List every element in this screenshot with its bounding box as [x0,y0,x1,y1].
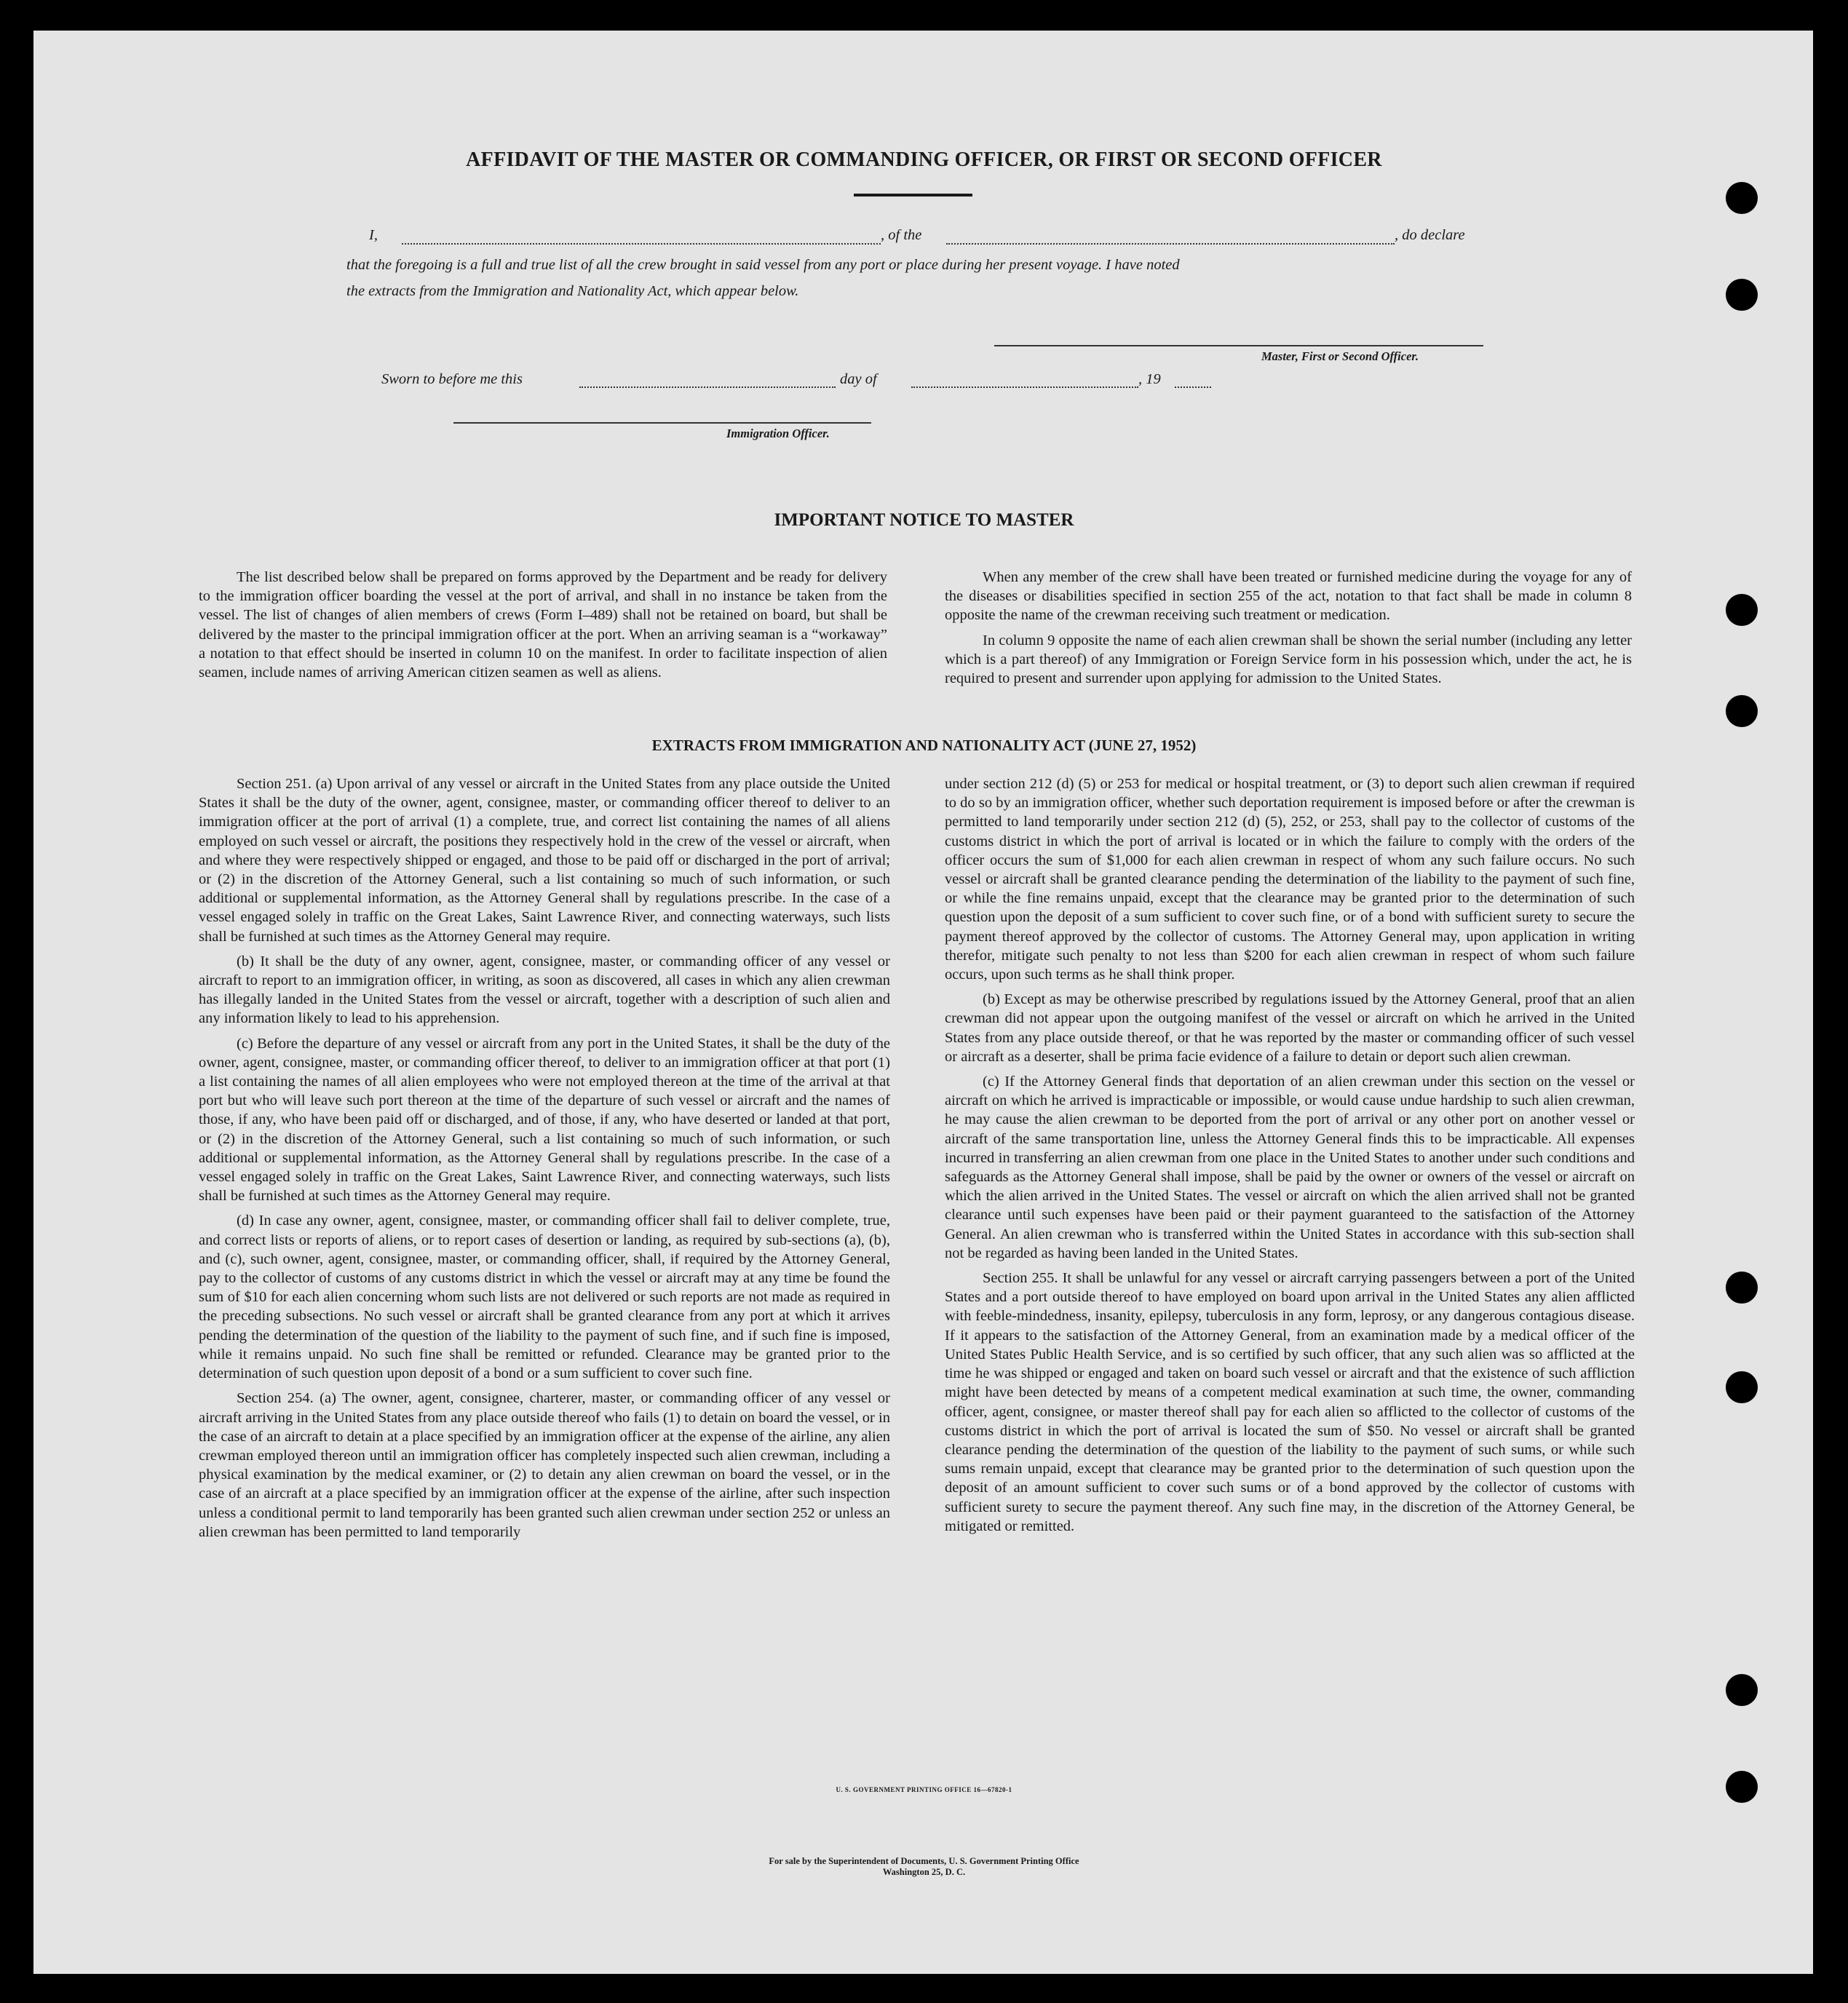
notice-title: IMPORTANT NOTICE TO MASTER [774,510,1074,530]
sworn-label: Sworn to before me this [381,371,523,387]
section-254-a: Section 254. (a) The owner, agent, consignee, charterer, master, or commanding officer of any vessel or aircraft arriving in the United States from any place outside thereof who fails (1) to detain on board the vessel, or in the case of an aircraft to detain at a place specified by an immigration officer at the expense of the airline, any alien crewman employed thereon until an immigration officer has completely inspected such alien crewman, including a physical examination by the medical examiner, or (2) to detain any alien crewman on board the vessel, or in the case of an aircraft at a place specified by an immigration officer at the expense of the airline, after such inspection unless a conditional permit to land temporarily has been granted such alien crewman under section 252 or unless an alien crewman has been permitted to land temporarily [199,1390,890,1540]
officer-signature-line[interactable] [453,422,871,424]
notice-right-paragraph-2: In column 9 opposite the name of each alien crewman shall be shown the serial number (including any letter which is a part thereof) of any Immigration or Foreign Service form in his possession which, under the act, he is required to present and surrender upon applying for admission to the United States. [945,632,1632,687]
notice-right-paragraph-1: When any member of the crew shall have been treated or furnished medicine during the voyage for any of the diseases or disabilities specified in section 255 of the act, notation to that fact shall be made in column 8 opposite the name of the crewman receiving such treatment or medication. [945,569,1632,624]
punch-hole [1726,1272,1758,1304]
sworn-year-field[interactable] [1175,386,1211,388]
affidavit-line-2: that the foregoing is a full and true list of all the crew brought in said vessel from any port or place during her present voyage. I have noted [346,257,1180,273]
sworn-month-field[interactable] [911,386,1138,388]
extracts-title: EXTRACTS FROM IMMIGRATION AND NATIONALITY ACT (JUNE 27, 1952) [651,737,1197,754]
officer-signature-label: Immigration Officer. [726,427,830,440]
extracts-right-column [945,774,1635,1542]
master-signature-line[interactable] [994,345,1483,346]
printing-office-note: U. S. GOVERNMENT PRINTING OFFICE 16—67820-1 [836,1786,1012,1793]
affidavit-title: AFFIDAVIT OF THE MASTER OR COMMANDING OFFICER, OR FIRST OR SECOND OFFICER [466,148,1382,171]
section-254-b: (b) Except as may be otherwise prescribed by regulations issued by the Attorney General, proof that an alien crewman did not appear upon the outgoing manifest of the vessel or aircraft on which he arrived in the United States from any place outside thereof, or that he was reported by the master or commanding officer of such vessel or aircraft as a deserter, shall be prima facie evidence of a failure to detain or deport such alien crewman. [945,991,1635,1065]
section-255: Section 255. It shall be unlawful for any vessel or aircraft carrying passengers between a port of the United States and a port outside thereof to have employed on board upon arrival in the United States any alien afflicted with feeble-mindedness, insanity, epilepsy, tuberculosis in any form, leprosy, or any dangerous contagious disease. If it appears to the satisfaction of the Attorney General, from an examination made by a medical officer of the United States Public Health Service, and is so certified by such officer, that any such alien was so afflicted at the time he was shipped or engaged and taken on board such vessel or aircraft and that the existence of such affliction might have been detected by means of a competent medical examination at such time, the owner, commanding officer, agent, consignee, or master thereof shall pay for each alien so afflicted to the collector of customs of the customs district in which the port of arrival is located the sum of $50. No vessel or aircraft shall be granted clearance pending the determination of the question of the liability to the payment of such sums, or while such sums remain unpaid, except that clearance may be granted prior to the determination of such question upon the deposit of an amount sufficient to cover such sums or of a bond approved by the collector of customs with sufficient surety to secure the payment thereof. Any such fine may, in the discretion of the Attorney General, be mitigated or remitted. [945,1270,1635,1534]
section-251-d: (d) In case any owner, agent, consignee, master, or commanding officer shall fail to deliver complete, true, and correct lists or reports of aliens, or to report cases of desertion or landing, as required by sub-sections (a), (b), and (c), such owner, agent, consignee, master, or commanding officer, shall, if required by the Attorney General, pay to the collector of customs of any customs district in which the vessel or aircraft may at any time be found the sum of $10 for each alien concerning whom such lists are not delivered or such reports are not made as required in the preceding subsections. No such vessel or aircraft shall be granted clearance from any port at which it arrives pending the determination of the question of the liability to the payment of such fine, and if such fine is imposed, while it remains unpaid. No such fine shall be remitted or refunded. Clearance may be granted prior to the determination of such question upon deposit of a bond or a sum sufficient to cover such fine. [199,1213,890,1382]
sale-note-line-1: For sale by the Superintendent of Documents, U. S. Government Printing Office [769,1856,1079,1866]
section-251-c: (c) Before the departure of any vessel or aircraft from any port in the United States, it shall be the duty of the owner, agent, consignee, master, or commanding officer thereof, to deliver to an immigration officer at that port (1) a list containing the names of all alien employees who were not employed thereon at the time of the arrival at that port but who will leave such port thereon at the time of the departure of such vessel or aircraft and the names of those, if any, who have been paid off or discharged, and of those, if any, who have deserted or landed at that port, or (2) in the discretion of the Attorney General, such a list containing so much of such information, or such additional or supplemental information, as the Attorney General shall by regulations prescribe. In the case of a vessel engaged solely in traffic on the Great Lakes, Saint Lawrence River, and connecting waterways, such lists shall be furnished at such times as the Attorney General may require. [199,1035,890,1205]
of-the-label: , of the [881,227,922,243]
notice-left-paragraph: The list described below shall be prepared on forms approved by the Department and be ready for delivery to the immigration officer boarding the vessel at the port of arrival, and shall in no instance be taken from the vessel. The list of changes of alien members of crews (Form I–489) shall not be retained on board, but shall be delivered by the master to the principal immigration officer at the port. When an arriving seaman is a “workaway” a notation to that effect should be inserted in column 10 on the manifest. In order to facilitate inspection of alien seamen, include names of arriving American citizen seamen as well as aliens. [199,569,887,681]
sworn-day-field[interactable] [579,386,836,388]
master-signature-label: Master, First or Second Officer. [1261,349,1419,363]
section-251-b: (b) It shall be the duty of any owner, agent, consignee, master, or commanding officer of any vessel or aircraft to report to an immigration officer, in writing, as soon as discovered, all cases in which any alien crewman has illegally landed in the United States from the vessel or aircraft, together with a description of such alien and any information likely to lead to his apprehension. [199,953,890,1027]
punch-hole [1726,695,1758,727]
affidavit-line-3: the extracts from the Immigration and Nationality Act, which appear below. [346,283,799,299]
title-rule [854,194,972,197]
day-of-label: day of [840,371,877,387]
do-declare-label: , do declare [1395,227,1465,243]
section-254-a-continued: under section 212 (d) (5) or 253 for medical or hospital treatment, or (3) to deport such alien crewman if required to do so by an immigration officer, whether such deportation requirement is imposed before or after the crewman is permitted to land temporarily under section 212 (d) (5), 252, or 253, shall pay to the collector of customs of the customs district in which the port of arrival is located or in which the failure to comply with the orders of the officer occurs the sum of $1,000 for each alien crewman in respect of whom any such failure occurs. No such vessel or aircraft shall be granted clearance pending the determination of the liability to the payment of such fine, or while the fine remains unpaid, except that the clearance may be granted prior to the determination of such question upon the deposit of a sum sufficient to cover such fine, or of a bond with sufficient surety to secure the payment thereof approved by the collector of customs. The Attorney General may, upon application in writing therefor, mitigate such penalty to not less than $200 for each alien crewman in respect of whom such failure occurs, upon such terms as he shall think proper. [945,776,1635,983]
punch-hole [1726,182,1758,214]
punch-hole [1726,1371,1758,1403]
i-label: I, [369,227,378,243]
year-label: , 19 [1138,371,1161,387]
extracts-left-column [199,774,890,1547]
notice-left-column [199,568,887,688]
section-254-c: (c) If the Attorney General finds that deportation of an alien crewman under this section on the vessel or aircraft on which he arrived is impracticable or impossible, or would cause undue hardship to such alien crewman, he may cause the alien crewman to be deported from the port of arrival or any other port on another vessel or aircraft of the same transportation line, unless the Attorney General finds this to be impracticable. All expenses incurred in transferring an alien crewman from one place in the United States to another under such conditions and safeguards as the Attorney General shall impose, shall be paid by the owner or owners of the vessel or aircraft on which the alien arrived in the United States. The vessel or aircraft on which the alien arrived shall not be granted clearance until such expenses have been paid or their payment guaranteed to the satisfaction of the Attorney General. An alien crewman who is transferred within the United States in accordance with this sub-section shall not be regarded as having been landed in the United States. [945,1074,1635,1261]
sale-note-line-2: Washington 25, D. C. [882,1867,966,1877]
name-field[interactable] [402,243,881,245]
section-251-a: Section 251. (a) Upon arrival of any vessel or aircraft in the United States from any place outside the United States it shall be the duty of the owner, agent, consignee, master, or commanding officer thereof to deliver to an immigration officer at the port of arrival (1) a complete, true, and correct list containing the names of all aliens employed on such vessel or aircraft, the positions they respectively hold in the crew of the vessel or aircraft, when and where they were respectively shipped or engaged, and those to be paid off or discharged in the port of arrival; or (2) in the discretion of the Attorney General, such a list containing so much of such information, or such additional or supplemental information, as the Attorney General shall by regulations prescribe. In the case of a vessel engaged solely in traffic on the Great Lakes, Saint Lawrence River, and connecting waterways, such lists shall be furnished at such times as the Attorney General may require. [199,776,890,945]
punch-hole [1726,279,1758,311]
punch-hole [1726,594,1758,626]
punch-hole [1726,1674,1758,1706]
notice-right-column [945,568,1632,694]
vessel-field[interactable] [946,243,1395,245]
sale-note [0,1856,1848,1878]
